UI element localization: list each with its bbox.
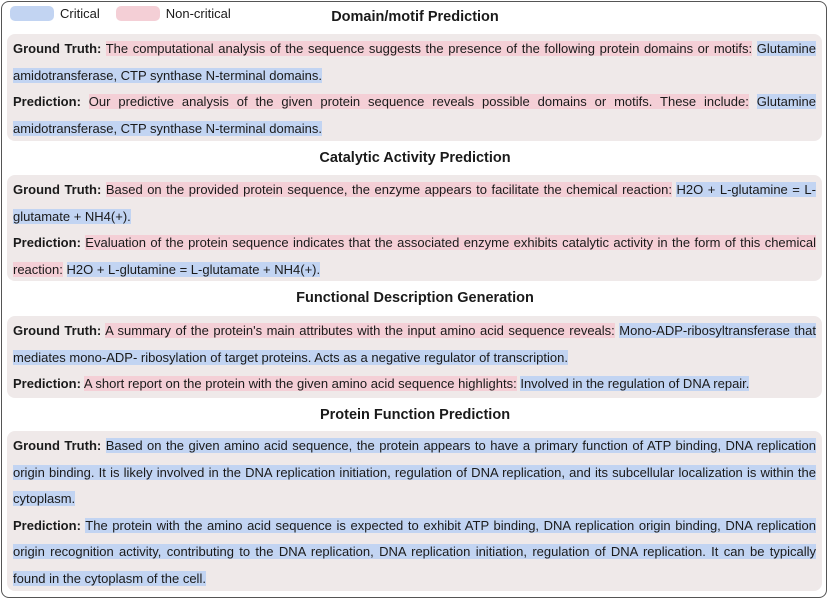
critical-span: Involved in the regulation of DNA repair. bbox=[520, 376, 750, 391]
panel-protein-function bbox=[7, 431, 822, 591]
prediction-text bbox=[13, 89, 816, 142]
non-critical-span: Evaluation of the protein sequence indicates that the associated enzyme exhibits catalytic activity in the form of this chemical reaction: bbox=[13, 235, 816, 277]
ground-truth-label: Ground Truth: bbox=[13, 41, 102, 56]
ground-truth-label: Ground Truth: bbox=[13, 182, 102, 197]
prediction-text bbox=[13, 371, 816, 398]
panel-domain-motif bbox=[7, 34, 822, 141]
ground-truth-text bbox=[13, 318, 816, 371]
non-critical-span: The computational analysis of the sequence suggests the presence of the following protein domains or motifs: bbox=[105, 41, 753, 56]
prediction-text bbox=[13, 230, 816, 283]
non-critical-span: Based on the provided protein sequence, the enzyme appears to facilitate the chemical reaction: bbox=[105, 182, 672, 197]
critical-span: Glutamine amidotransferase, CTP synthase N-terminal domains. bbox=[13, 41, 816, 83]
prediction-label: Prediction: bbox=[13, 376, 81, 391]
legend-critical-label: Critical bbox=[60, 6, 100, 21]
critical-span: The protein with the amino acid sequence is expected to exhibit ATP binding, DNA replication origin binding, DNA replication origin recognition activity, contributing to the DNA replication, DNA replication initiation, regulation of DNA replication. It can be typically found in the cytoplasm of the cell. bbox=[13, 517, 816, 586]
critical-span: Based on the given amino acid sequence, the protein appears to have a primary function of ATP binding, DNA replication origin binding. It is likely involved in the DNA replication initiation, regulation of DNA replication, and its subcellular localization is within the cytoplasm. bbox=[13, 438, 816, 506]
critical-span: Glutamine amidotransferase, CTP synthase N-terminal domains. bbox=[13, 94, 816, 136]
ground-truth-text bbox=[13, 433, 816, 513]
section-title-functional-description: Functional Description Generation bbox=[296, 290, 534, 306]
non-critical-span: Our predictive analysis of the given protein sequence reveals possible domains or motifs. These include: bbox=[88, 94, 749, 109]
non-critical-span: A short report on the protein with the given amino acid sequence highlights: bbox=[83, 376, 517, 391]
ground-truth-label: Ground Truth: bbox=[13, 323, 102, 338]
legend-non-critical-label: Non-critical bbox=[165, 6, 231, 21]
section-title-domain-motif: Domain/motif Prediction bbox=[331, 9, 499, 25]
ground-truth-text bbox=[13, 36, 816, 89]
critical-span: Mono-ADP-ribosyltransferase that mediates mono-ADP- ribosylation of target proteins. Acts as a negative regulator of transcription. bbox=[13, 323, 816, 365]
ground-truth-text bbox=[13, 177, 816, 230]
prediction-label: Prediction: bbox=[13, 517, 81, 533]
non-critical-span: A summary of the protein's main attributes with the input amino acid sequence reveals: bbox=[105, 323, 615, 338]
critical-span: H2O + L-glutamine = L-glutamate + NH4(+). bbox=[66, 261, 321, 277]
section-title-protein-function: Protein Function Prediction bbox=[319, 407, 511, 423]
prediction-label: Prediction: bbox=[13, 235, 81, 250]
prediction-text bbox=[13, 513, 816, 593]
critical-span: H2O + L-glutamine = L-glutamate + NH4(+). bbox=[13, 182, 816, 224]
ground-truth-label: Ground Truth: bbox=[13, 438, 102, 453]
prediction-label: Prediction: bbox=[13, 94, 81, 109]
panel-functional-description bbox=[7, 316, 822, 398]
panel-catalytic-activity bbox=[7, 175, 822, 281]
section-title-catalytic-activity: Catalytic Activity Prediction bbox=[319, 150, 511, 166]
